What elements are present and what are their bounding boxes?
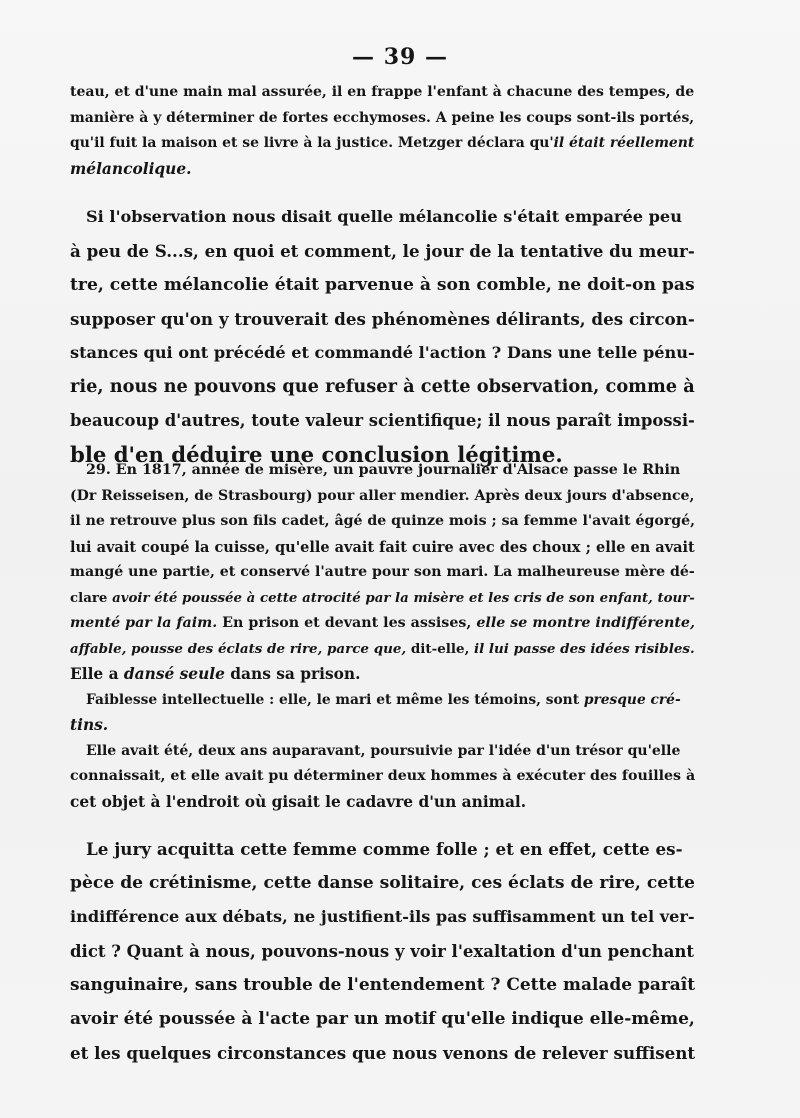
page-number: — 39 — [352,44,448,70]
text-line: cet objet à l'endroit où gisait le cadavre d'un animal. [70,792,527,811]
case-29 [70,458,698,815]
text-line: (Dr Reisseisen, de Strasbourg) pour aller mendier. Après deux jours d'absence, [70,487,695,504]
text-line: clare avoir été poussée à cette atrocité par la misère et les cris de son enfant, tour- [70,589,695,606]
text-line: sanguinaire, sans trouble de l'entendement ? Cette malade paraît [70,975,696,995]
text-line: Elle a dansé seule dans sa prison. [70,665,361,683]
text-line: lui avait coupé la cuisse, qu'elle avait fait cuire avec des choux ; elle en avait [70,538,695,556]
text-line: mélancolique. [70,159,192,178]
text-line: rie, nous ne pouvons que refuser à cette observation, comme à [70,376,695,397]
text-line: Faiblesse intellectuelle : elle, le mari et même les témoins, sont presque cré- [86,691,681,708]
text-line: manière à y déterminer de fortes ecchymoses. A peine les coups sont-ils portés, [70,109,695,126]
text-line: affable, pousse des éclats de rire, parce que, dit-elle, il lui passe des idées risibles. [70,640,695,657]
paragraph-case-end [70,80,698,182]
text-line: teau, et d'une main mal assurée, il en frappe l'enfant à chacune des tempes, de [70,84,695,100]
text-line: mangé une partie, et conservé l'autre pour son mari. La malheureuse mère dé- [70,564,695,580]
text-line: 29. En 1817, année de misère, un pauvre journalier d'Alsace passe le Rhin [86,462,681,478]
text-line: menté par la faim. En prison et devant les assises, elle se montre indifférente, [70,615,695,631]
text-line: à peu de S...s, en quoi et comment, le jour de la tentative du meur- [70,241,695,261]
text-line: Le jury acquitta cette femme comme folle ; et en effet, cette es- [86,839,683,859]
text-line: il ne retrouve plus son fils cadet, âgé de quinze mois ; sa femme l'avait égorgé, [70,513,695,529]
paragraph-jury [70,832,698,1070]
text-line: indifférence aux débats, ne justifient-ils pas suffisamment un tel ver- [70,907,695,926]
text-line: pèce de crétinisme, cette danse solitaire, ces éclats de rire, cette [70,873,695,893]
text-line: tre, cette mélancolie était parvenue à son comble, ne doit-on pas [70,275,695,295]
text-line: stances qui ont précédé et commandé l'action ? Dans une telle pénu- [70,343,695,362]
text-line: connaissait, et elle avait pu déterminer deux hommes à exécuter des fouilles à [70,768,696,784]
text-line: qu'il fuit la maison et se livre à la justice. Metzger déclara qu'il était réellement [70,135,695,151]
text-line: et les quelques circonstances que nous venons de relever suffisent [70,1043,696,1063]
paragraph-observation [70,200,698,472]
text-line: avoir été poussée à l'acte par un motif qu'elle indique elle-même, [70,1009,695,1029]
text-line: Si l'observation nous disait quelle mélancolie s'était emparée peu [86,207,682,226]
text-line: beaucoup d'autres, toute valeur scientifique; il nous paraît impossi- [70,411,695,430]
text-line: ble d'en déduire une conclusion légitime. [70,442,563,467]
text-line: tins. [70,716,109,734]
text-line: dict ? Quant à nous, pouvons-nous y voir l'exaltation d'un penchant [70,941,695,961]
text-line: Elle avait été, deux ans auparavant, poursuivie par l'idée d'un trésor qu'elle [86,742,681,759]
text-line: supposer qu'on y trouverait des phénomènes délirants, des circon- [70,309,695,329]
